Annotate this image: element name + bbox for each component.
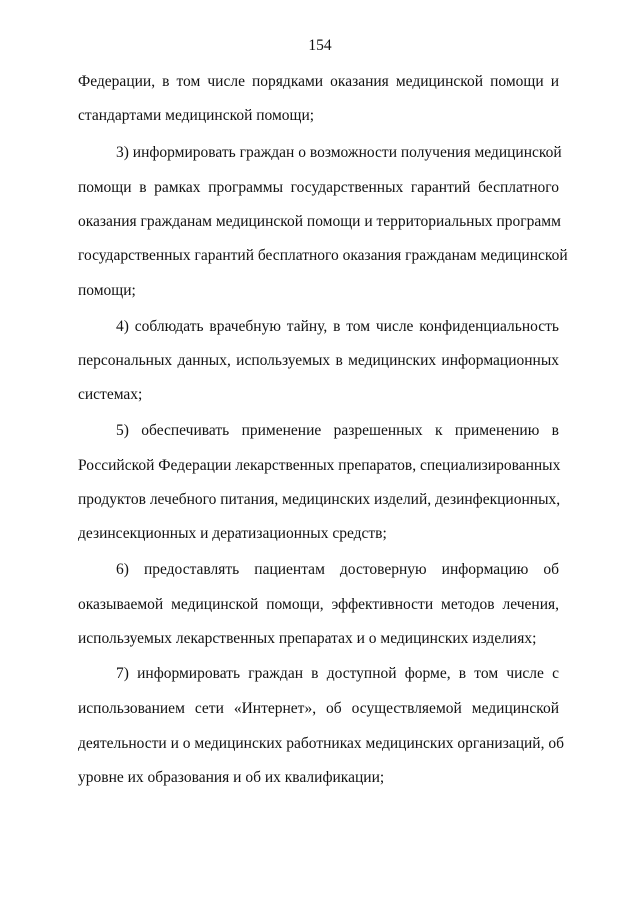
text-line: государственных гарантий бесплатного оказания гражданам медицинской: [78, 247, 568, 264]
text-line: 5) обеспечивать применение разрешенных к применению в: [116, 422, 559, 439]
text-line: 3) информировать граждан о возможности получения медицинской: [116, 144, 562, 161]
text-line: использованием сети «Интернет», об осуществляемой медицинской: [78, 700, 559, 717]
text-line: оказываемой медицинской помощи, эффективности методов лечения,: [78, 596, 559, 613]
text-line: используемых лекарственных препаратах и о медицинских изделиях;: [78, 630, 537, 647]
text-line: 7) информировать граждан в доступной форме, в том числе с: [116, 665, 559, 682]
text-line: стандартами медицинской помощи;: [78, 107, 315, 124]
text-line: деятельности и о медицинских работниках медицинских организаций, об: [78, 735, 564, 752]
text-line: помощи;: [78, 282, 136, 299]
text-line: персональных данных, используемых в медицинских информационных: [78, 352, 559, 369]
text-line: 4) соблюдать врачебную тайну, в том числе конфиденциальность: [116, 318, 559, 335]
text-line: помощи в рамках программы государственных гарантий бесплатного: [78, 179, 559, 196]
text-line: дезинсекционных и дератизационных средств;: [78, 525, 387, 542]
text-line: Федерации, в том числе порядками оказания медицинской помощи и: [78, 73, 559, 90]
text-line: уровне их образования и об их квалификации;: [78, 769, 385, 786]
text-line: 6) предоставлять пациентам достоверную информацию об: [116, 561, 559, 578]
page-number: 154: [308, 37, 332, 54]
text-line: системах;: [78, 386, 143, 403]
text-line: оказания гражданам медицинской помощи и территориальных программ: [78, 213, 561, 230]
text-line: Российской Федерации лекарственных препаратов, специализированных: [78, 457, 561, 474]
text-line: продуктов лечебного питания, медицинских изделий, дезинфекционных,: [78, 491, 561, 508]
